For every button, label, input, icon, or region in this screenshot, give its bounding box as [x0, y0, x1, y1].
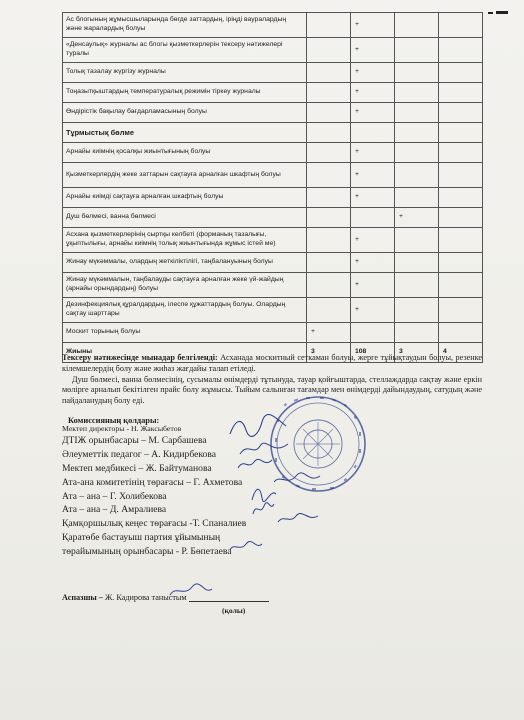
score-cell	[307, 298, 351, 323]
table-row	[63, 208, 483, 228]
commission-title: Комиссияның қолдары:	[68, 416, 160, 425]
score-cell	[439, 323, 483, 343]
score-cell: 4	[439, 343, 483, 363]
score-cell	[307, 13, 351, 38]
score-cell: +	[351, 298, 395, 323]
score-cell: +	[351, 38, 395, 63]
score-cell	[439, 83, 483, 103]
signature-hint: (қолы)	[222, 606, 246, 615]
score-cell	[307, 103, 351, 123]
commission-member: Мектеп медбикесі – Ж. Байтуманова	[62, 462, 212, 474]
criterion-cell: Жинау мүкәммалын, таңбалауды сақтауға арналған жеке үй-жайдың (арнайы орындардың) болуы	[63, 273, 307, 298]
criterion-cell: Ас блогының жұмысшыларында бөгде заттардың, іріңді вауралардың жəне жаралардың болуы	[63, 13, 307, 38]
score-cell	[439, 63, 483, 83]
table-row	[63, 63, 483, 83]
criterion-cell: Өндірістік бақылау бағдарламасының болуы	[63, 103, 307, 123]
score-cell	[395, 123, 439, 143]
score-cell	[307, 228, 351, 253]
criterion-cell: Душ бөлмесі, ванна бөлмесі	[63, 208, 307, 228]
commission-signatures	[62, 416, 482, 559]
score-cell	[395, 188, 439, 208]
score-cell: 108	[351, 343, 395, 363]
commission-member: Мектеп директоры - Н. Жаксыбетов	[62, 424, 182, 433]
score-cell: +	[351, 83, 395, 103]
corner-mark	[488, 12, 493, 14]
score-cell	[395, 323, 439, 343]
table-row	[63, 228, 483, 253]
score-cell	[307, 163, 351, 188]
criterion-cell: Арнайы киімнің қосалқы жиынтығының болуы	[63, 143, 307, 163]
score-cell	[307, 38, 351, 63]
commission-member-list	[62, 425, 482, 559]
table-row	[63, 103, 483, 123]
commission-member: Ата-ана комитетінің төрағасы – Г. Ахметова	[62, 476, 243, 488]
findings-paragraph-2: Душ бөлмесі, ванна бөлмесінің, сусымалы өнімдерді тұтынуда, тауар қойғыштарда, стеллаждарда сақтау жəне еркін мөлірге арналып бекітілген прайс болу жұмысы. Тыйым салынған тағамдар мен өнімдерді дайындаудың, сатудың жəне пайдаланудың болу еді.	[62, 374, 482, 406]
score-cell	[439, 38, 483, 63]
score-cell	[395, 228, 439, 253]
criterion-cell: Жиыны	[63, 343, 307, 363]
score-cell: +	[351, 273, 395, 298]
score-cell: +	[351, 143, 395, 163]
score-cell: +	[351, 163, 395, 188]
cook-role: Аспазшы –	[62, 593, 103, 602]
score-cell	[395, 253, 439, 273]
score-cell: 3	[307, 343, 351, 363]
findings-lead: Тексеру нәтижесінде мынадар белгіленді:	[62, 353, 218, 362]
inspection-checklist-table	[62, 12, 483, 363]
criterion-cell: Тоңазытқыштардың температуралық режимін тіркеу журналы	[63, 83, 307, 103]
score-cell	[439, 298, 483, 323]
commission-member: Қамқоршылық кеңес төрағасы -Т. Спаналиев	[62, 518, 247, 530]
table-row	[63, 143, 483, 163]
score-cell	[439, 123, 483, 143]
score-cell	[307, 123, 351, 143]
score-cell	[395, 298, 439, 323]
table-row	[63, 38, 483, 63]
score-cell	[307, 253, 351, 273]
score-cell	[307, 63, 351, 83]
commission-member: ДТІЖ орынбасары – М. Сарбашева	[62, 434, 207, 446]
score-cell: +	[351, 228, 395, 253]
score-cell	[395, 63, 439, 83]
table-row	[63, 83, 483, 103]
score-cell	[307, 188, 351, 208]
commission-member: Ата – ана – Д. Амралиева	[62, 504, 167, 516]
score-cell: +	[307, 323, 351, 343]
score-cell	[351, 208, 395, 228]
score-cell: +	[351, 188, 395, 208]
criterion-cell: Арнайы киімді сақтауға арналған шкафтың болуы	[63, 188, 307, 208]
findings-paragraph-1	[62, 353, 482, 375]
criterion-cell: Қызметкерлердің жеке заттарын сақтауға арналған шкафтың болуы	[63, 163, 307, 188]
commission-member: Ата – ана – Г. Холибекова	[62, 490, 167, 502]
criterion-cell: Жинау мүкәммалы, олардың жеткіліктілігі, таңбалануының болуы	[63, 253, 307, 273]
corner-mark	[496, 11, 508, 14]
score-cell	[439, 103, 483, 123]
criterion-cell: Дезинфекциялық құралдардың, ілеспе құжаттардың болуы. Олардың сақтау шарттары	[63, 298, 307, 323]
score-cell: +	[351, 253, 395, 273]
commission-member: төрайымының орынбасары - Р. Бөпетаева	[62, 546, 232, 558]
score-cell	[307, 143, 351, 163]
table-row	[63, 188, 483, 208]
criterion-cell: Тұрмыстық бөлме	[63, 123, 307, 143]
commission-member: Әлеуметтік педагог – А. Кидирбекова	[62, 448, 216, 460]
score-cell: +	[351, 103, 395, 123]
table-row	[63, 298, 483, 323]
score-cell	[395, 38, 439, 63]
score-cell	[439, 273, 483, 298]
score-cell	[439, 188, 483, 208]
score-cell	[439, 143, 483, 163]
criterion-cell: Толық тазалау жүргізу журналы	[63, 63, 307, 83]
table-section-row	[63, 123, 483, 143]
criterion-cell: Асхана қызметкерлерінің сыртқы келбеті (форманың тазалығы, ұқыптылығы, арнайы киімнің толық жиынтығында жұмыс істей ме)	[63, 228, 307, 253]
findings-body-1: Асханада москитный сеткаман болуы, жерге тұйықтаудын болуы, резенке кілемшелердің болу жəне жиһаз жағдайы талап етіледі.	[62, 353, 483, 373]
score-cell: +	[395, 208, 439, 228]
score-cell	[307, 208, 351, 228]
table-row	[63, 13, 483, 38]
score-cell	[395, 273, 439, 298]
signature-line	[189, 592, 269, 602]
score-cell	[351, 123, 395, 143]
score-cell	[307, 83, 351, 103]
score-cell	[395, 13, 439, 38]
score-cell	[439, 163, 483, 188]
score-cell: +	[351, 63, 395, 83]
table-row	[63, 273, 483, 298]
commission-member: Қаратөбе бастауыш партия ұйымының	[62, 532, 221, 544]
table-row	[63, 253, 483, 273]
score-cell	[395, 103, 439, 123]
score-cell	[395, 83, 439, 103]
score-cell	[439, 228, 483, 253]
score-cell: 3	[395, 343, 439, 363]
table-row	[63, 163, 483, 188]
criterion-cell: Москит торының болуы	[63, 323, 307, 343]
score-cell	[395, 143, 439, 163]
score-cell	[439, 253, 483, 273]
score-cell	[439, 208, 483, 228]
score-cell: +	[351, 13, 395, 38]
score-cell	[351, 323, 395, 343]
cook-name: Ж. Кадирова таныстым	[102, 593, 187, 602]
table-row	[63, 323, 483, 343]
score-cell	[395, 163, 439, 188]
score-cell	[439, 13, 483, 38]
cook-acknowledgement	[62, 592, 269, 602]
score-cell	[307, 273, 351, 298]
criterion-cell: «Денсаулық» журналы ас блогы қызметкерлерін тексеру нәтижелері туралы	[63, 38, 307, 63]
